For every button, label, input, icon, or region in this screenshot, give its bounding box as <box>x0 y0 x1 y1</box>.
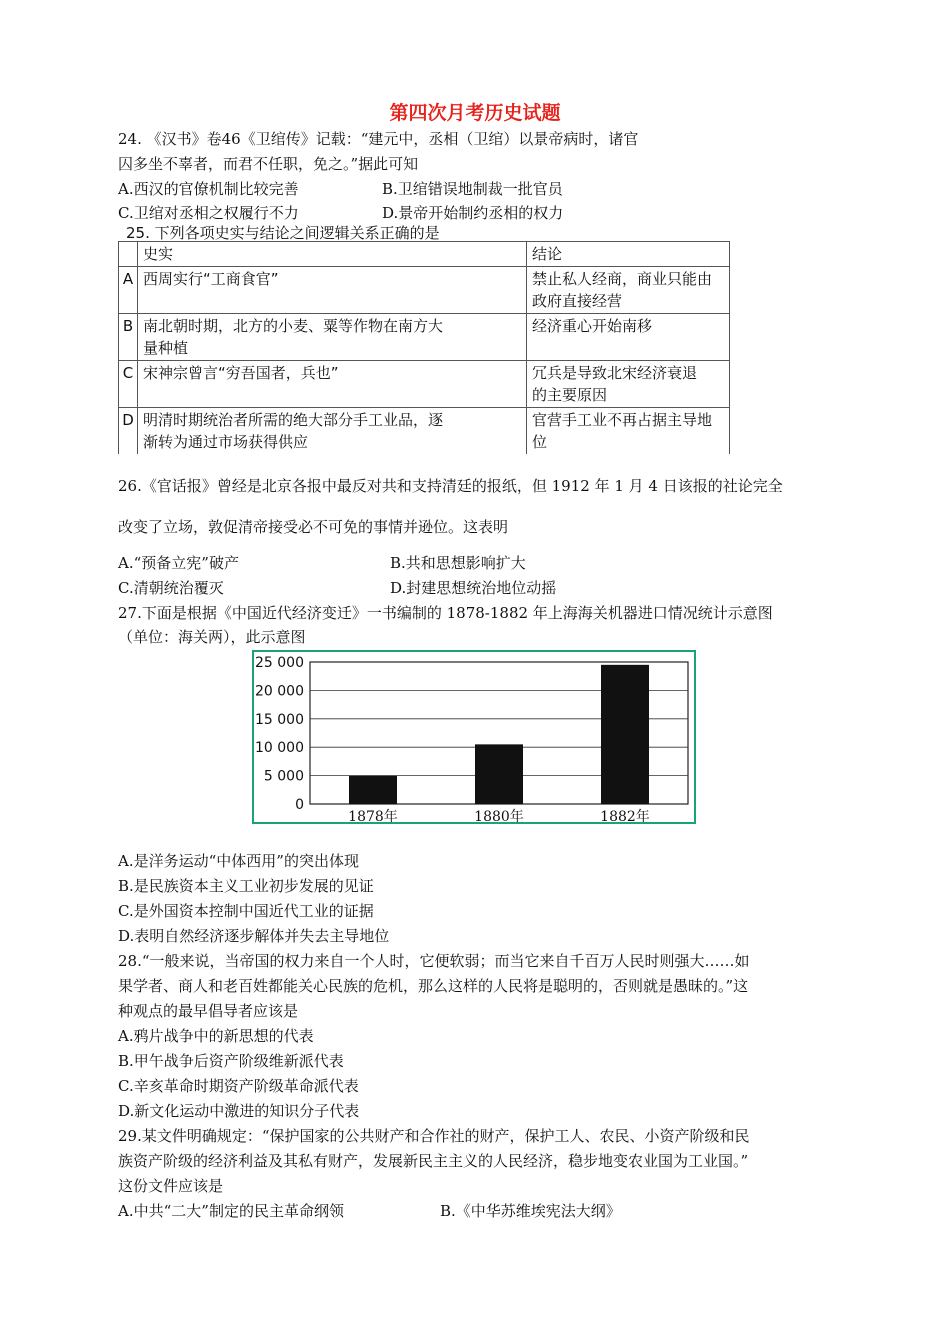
bar <box>601 665 649 804</box>
row-conclusion-line: 禁止私人经商，商业只能由 <box>532 270 713 288</box>
row-conclusion <box>527 314 730 361</box>
y-tick-label: 10 000 <box>255 740 304 757</box>
q26-option-d: D.封建思想统治地位动摇 <box>390 579 557 597</box>
q28-option-b: B.甲午战争后资产阶级维新派代表 <box>118 1052 344 1070</box>
x-tick-label: 1882年 <box>600 809 650 824</box>
row-fact-line: 明清时期统治者所需的绝大部分手工业品，逐 <box>143 411 444 429</box>
y-tick-label: 0 <box>295 797 304 813</box>
row-fact <box>138 267 527 314</box>
y-tick-label: 20 000 <box>255 683 304 700</box>
q29-stem-line2: 族资产阶级的经济利益及其私有财产，发展新民主主义的人民经济，稳步地变农业国为工业国。” <box>118 1152 749 1170</box>
row-key: B <box>119 314 138 361</box>
q27-option-d: D.表明自然经济逐步解体并失去主导地位 <box>118 927 390 945</box>
q29-stem-line1: 29.某文件明确规定：“保护国家的公共财产和合作社的财产，保护工人、农民、小资产阶级和民 <box>118 1127 750 1145</box>
table-row <box>119 267 730 314</box>
q29-option-a: A.中共“二大”制定的民主革命纲领 <box>118 1202 344 1220</box>
row-key: C <box>119 361 138 408</box>
q27-option-b: B.是民族资本主义工业初步发展的见证 <box>118 877 374 895</box>
table-header-row <box>119 242 730 267</box>
row-conclusion-line: 冗兵是导致北宋经济衰退 <box>532 364 698 382</box>
row-fact-line: 渐转为通过市场获得供应 <box>143 433 309 451</box>
q27-option-a: A.是洋务运动“中体西用”的突出体现 <box>118 852 359 870</box>
q24-option-a: A.西汉的官僚机制比较完善 <box>118 180 299 198</box>
q25-table <box>118 241 730 454</box>
page-title: 第四次月考历史试题 <box>389 102 561 124</box>
row-fact <box>138 361 527 408</box>
q26-stem-line2: 改变了立场，敦促清帝接受必不可免的事情并逊位。这表明 <box>118 518 509 536</box>
q25-stem: 25. 下列各项史实与结论之间逻辑关系正确的是 <box>126 224 440 242</box>
bar-chart-svg <box>252 650 696 824</box>
row-fact-line: 宋神宗曾言“穷吾国者，兵也” <box>143 364 339 382</box>
q26-option-b: B.共和思想影响扩大 <box>390 554 526 572</box>
q26-option-c: C.清朝统治覆灭 <box>118 579 224 597</box>
x-tick-label: 1880年 <box>474 809 524 824</box>
machinery-import-chart <box>252 650 696 824</box>
q28-stem-line1: 28.“一般来说，当帝国的权力来自一个人时，它便软弱；而当它来自千百万人民时则强大……如 <box>118 952 750 970</box>
row-fact-line: 量种植 <box>143 339 189 357</box>
y-tick-label: 15 000 <box>255 711 304 728</box>
q28-stem-line3: 种观点的最早倡导者应该是 <box>118 1002 299 1020</box>
row-conclusion-line: 位 <box>532 433 548 451</box>
table-header-conclusion: 结论 <box>527 242 730 267</box>
row-conclusion <box>527 361 730 408</box>
q27-stem-line2: （单位：海关两），此示意图 <box>118 628 306 646</box>
table-header-fact: 史实 <box>138 242 527 267</box>
q29-stem-line3: 这份文件应该是 <box>118 1177 224 1195</box>
q28-option-d: D.新文化运动中激进的知识分子代表 <box>118 1102 360 1120</box>
q27-stem-line1: 27.下面是根据《中国近代经济变迁》一书编制的 1878-1882 年上海海关机器进口情况统计示意图 <box>118 604 773 622</box>
q28-stem-line2: 果学者、商人和老百姓都能关心民族的危机，那么这样的人民将是聪明的，否则就是愚昧的。”这 <box>118 977 749 995</box>
y-tick-label: 5 000 <box>263 768 304 785</box>
q29-option-b: B.《中华苏维埃宪法大纲》 <box>440 1202 621 1220</box>
row-fact-line: 西周实行“工商食官” <box>143 270 279 288</box>
row-conclusion-line: 政府直接经营 <box>532 292 623 310</box>
table-row <box>119 361 730 408</box>
q26-option-a: A.“预备立宪”破产 <box>118 554 239 572</box>
q24-option-d: D.景帝开始制约丞相的权力 <box>382 204 564 222</box>
row-fact <box>138 408 527 455</box>
table-row <box>119 408 730 455</box>
bar <box>475 744 523 804</box>
q24-option-b: B.卫绾错误地制裁一批官员 <box>382 180 563 198</box>
bar <box>349 776 397 804</box>
q26-stem-line1: 26.《官话报》曾经是北京各报中最反对共和支持清廷的报纸，但 1912 年 1 月 4 日该报的社论完全 <box>118 477 783 495</box>
y-tick-label: 25 000 <box>255 655 304 671</box>
table-cell <box>119 242 138 267</box>
q24-stem-line1: 24. 《汉书》卷46《卫绾传》记载：“建元中，丞相（卫绾）以景帝病时，诸官 <box>118 130 639 148</box>
q24-option-c: C.卫绾对丞相之权履行不力 <box>118 204 299 222</box>
x-tick-label: 1878年 <box>348 809 398 824</box>
table-row <box>119 314 730 361</box>
q28-option-c: C.辛亥革命时期资产阶级革命派代表 <box>118 1077 359 1095</box>
row-conclusion-line: 经济重心开始南移 <box>532 317 653 335</box>
q28-option-a: A.鸦片战争中的新思想的代表 <box>118 1027 314 1045</box>
row-conclusion <box>527 408 730 455</box>
row-fact-line: 南北朝时期，北方的小麦、粟等作物在南方大 <box>143 317 444 335</box>
q24-stem-line2: 囚多坐不辜者，而君不任职，免之。”据此可知 <box>118 155 419 173</box>
row-fact <box>138 314 527 361</box>
q27-option-c: C.是外国资本控制中国近代工业的证据 <box>118 902 374 920</box>
row-conclusion-line: 的主要原因 <box>532 386 608 404</box>
row-key: A <box>119 267 138 314</box>
row-conclusion <box>527 267 730 314</box>
row-conclusion-line: 官营手工业不再占据主导地 <box>532 411 713 429</box>
row-key: D <box>119 408 138 455</box>
